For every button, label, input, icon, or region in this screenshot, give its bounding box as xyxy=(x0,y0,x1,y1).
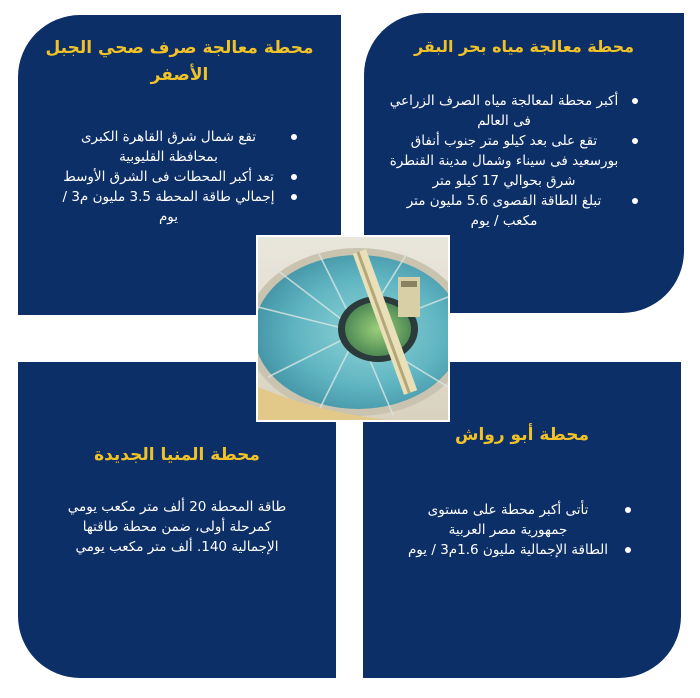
bullet-item: تقع على بعد كيلو متر جنوب أنفاق بورسعيد فى سيناء وشمال مدينة القنطرة شرق بحوالي 17 كيلو متر xyxy=(389,133,619,189)
card-title: محطة معالجة مياه بحر البقر xyxy=(413,37,635,56)
bullet-list xyxy=(388,91,648,231)
bullet-item: تعد أكبر المحطات فى الشرق الأوسط xyxy=(58,167,279,187)
bullet-item: تقع شمال شرق القاهرة الكبرى بمحافظة القليوبية xyxy=(58,127,279,167)
card-title: محطة معالجة صرف صحي الجبل الأصفر xyxy=(45,38,314,85)
card-text: طاقة المحطة 20 ألف متر مكعب يومي كمرحلة أولى، ضمن محطة طاقتها الإجمالية 140. ألف متر مكعب يومي xyxy=(67,499,287,555)
bullet-item: تأتى أكبر محطة على مستوى جمهورية مصر العربية xyxy=(403,500,613,540)
bullet-item: أكبر محطة لمعالجة مياه الصرف الزراعي فى العالم xyxy=(389,93,619,129)
bullet-list xyxy=(58,127,307,227)
bullet-list xyxy=(403,500,641,560)
bullet-item: الطاقة الإجمالية مليون 1.6م3 / يوم xyxy=(403,540,613,560)
card-title: محطة المنيا الجديدة xyxy=(94,445,260,465)
circular-clarifier-tank-photo-icon xyxy=(258,237,448,420)
clarifier-tank-photo xyxy=(256,235,450,422)
card-title: محطة أبو رواش xyxy=(455,425,589,445)
bullet-item: تبلغ الطاقة القصوى 5.6 مليون متر مكعب / يوم xyxy=(388,191,620,231)
bullet-item: إجمالي طاقة المحطة 3.5 مليون م3 / يوم xyxy=(58,187,279,227)
